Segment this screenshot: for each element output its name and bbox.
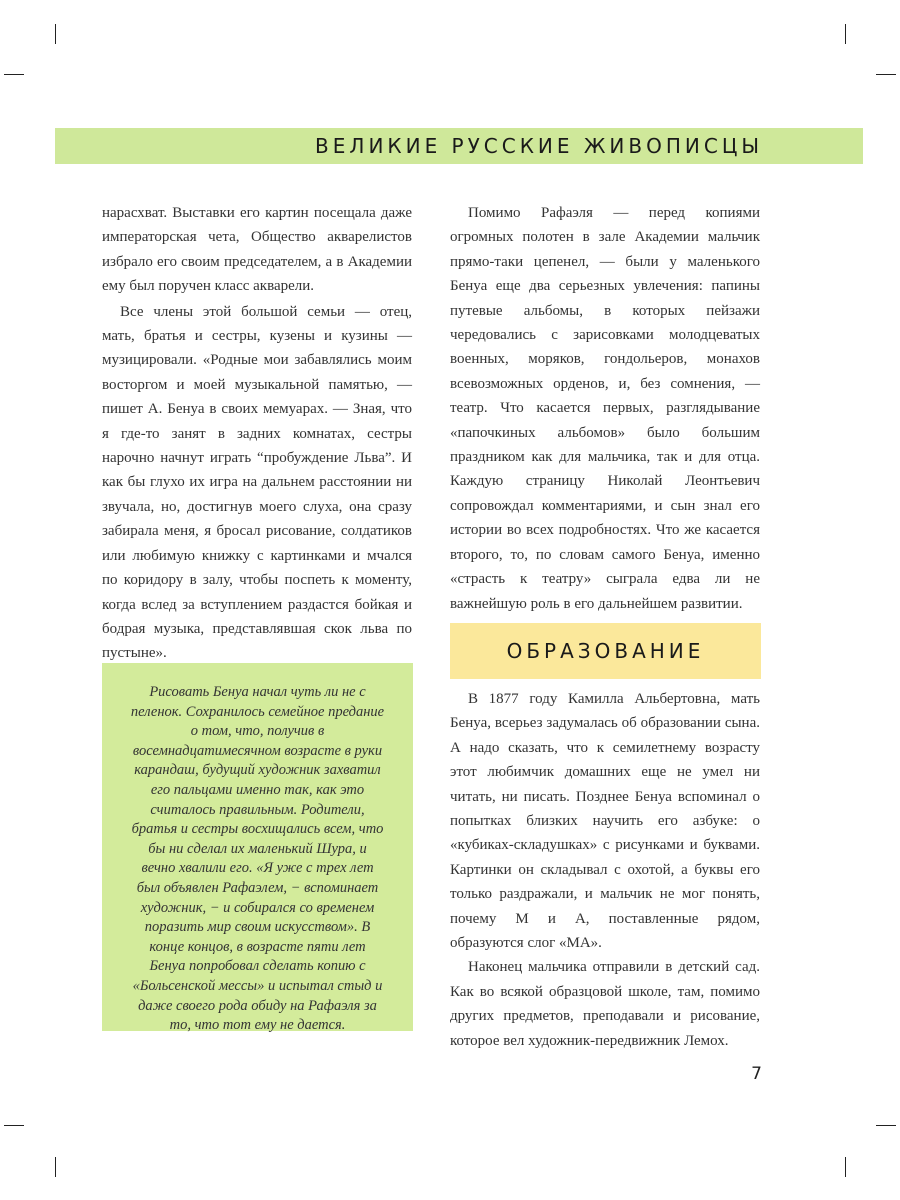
crop-mark: [845, 1157, 846, 1177]
crop-mark: [876, 74, 896, 75]
running-header-title: ВЕЛИКИЕ РУССКИЕ ЖИВОПИСЦЫ: [315, 134, 763, 158]
sidebar-quote-box: [102, 663, 413, 1034]
body-paragraph: Помимо Рафаэля — перед копиями огромных полотен в зале Академии мальчик прямо-таки цепенел, — были у маленького Бенуа еще два серьезных увлечения: папины путевые альбомы, в которых пейзажи чередовались с зарисовками молодцеватых военных, моряков, гондольеров, монахов всевозможных орденов, и, без сомнения, — театр. Что касается первых, разглядывание «папочкиных альбомов» было большим праздником как для мальчика, так и для отца. Каждую страницу Николай Леонтьевич сопровождал комментариями, и сын знал его истории во всех подробностях. Что же касается второго, то, по словам самого Бенуа, именно «страсть к театру» сыграла едва ли не важнейшую роль в его дальнейшем развитии.: [450, 205, 760, 612]
crop-mark: [4, 1125, 24, 1126]
page-number: 7: [751, 1064, 762, 1084]
crop-mark: [845, 24, 846, 44]
section-body: [450, 687, 760, 1053]
crop-mark: [55, 1157, 56, 1177]
left-column: [102, 201, 412, 666]
section-heading: ОБРАЗОВАНИЕ: [506, 639, 705, 663]
body-paragraph: Все члены этой большой семьи — отец, мать, братья и сестры, кузены и кузины — музицировали. «Родные мои забавлялись моим восторгом и моей музыкальной памятью, — пишет А. Бенуа в своих мемуарах. — Зная, что я где-то занят в задних комнатах, сестры нарочно начнут играть “пробуждение Льва”. И как бы глухо их игра на дальнем расстоянии ни звучала, но, достигнув моего слуха, она сразу забирала меня, я бросал рисование, солдатиков или любимую книжку с картинками и мчался по коридору в залу, чтобы поспеть к моменту, когда вслед за вступлением раздастся бойкая и бодрая музыка, представлявшая скок льва по пустыне».: [102, 303, 412, 662]
section-heading-band: [450, 623, 761, 679]
body-paragraph: нарасхват. Выставки его картин посещала даже императорская чета, Общество акварелистов избрало его своим председателем, а в Академии ему был поручен класс акварели.: [102, 205, 412, 295]
crop-mark: [876, 1125, 896, 1126]
right-column: [450, 201, 760, 616]
body-paragraph: В 1877 году Камилла Альбертовна, мать Бенуа, всерьез задумалась об образовании сына. А надо сказать, что к семилетнему возрасту этот любимчик домашних еще не умел ни читать, ни писать. Позднее Бенуа вспоминал о попытках близких научить его азбуке: о «кубиках-складушках» с рисунками и буквами. Картинки он складывал с охотой, а буквы его только раздражали, и мальчик не мог понять, почему М и А, поставленные рядом, образуются слог «МА».: [450, 691, 760, 952]
running-header: [55, 128, 863, 164]
crop-mark: [4, 74, 24, 75]
body-paragraph: Наконец мальчика отправили в детский сад. Как во всякой образцовой школе, там, помимо других предметов, преподавали и рисование, которое вел художник-передвижник Лемох.: [450, 959, 760, 1049]
crop-mark: [55, 24, 56, 44]
sidebar-quote-text: Рисовать Бенуа начал чуть ли не с пеленок. Сохранилось семейное предание о том, что, получив в восемнадцатимесячном возрасте в руки карандаш, будущий художник захватил его пальцами именно так, как это считалось правильным. Родители, братья и сестры восхищались всем, что бы ни сделал их маленький Шура, и вечно хвалили его. «Я уже с трех лет был объявлен Рафаэлем, − вспоминает художник, − и собирался со временем поразить мир своим искусством». В конце концов, в возрасте пяти лет Бенуа попробовал сделать копию с «Больсенской мессы» и испытал стыд и даже своего рода обиду на Рафаэля за то, что тот ему не дается.: [130, 684, 385, 1034]
